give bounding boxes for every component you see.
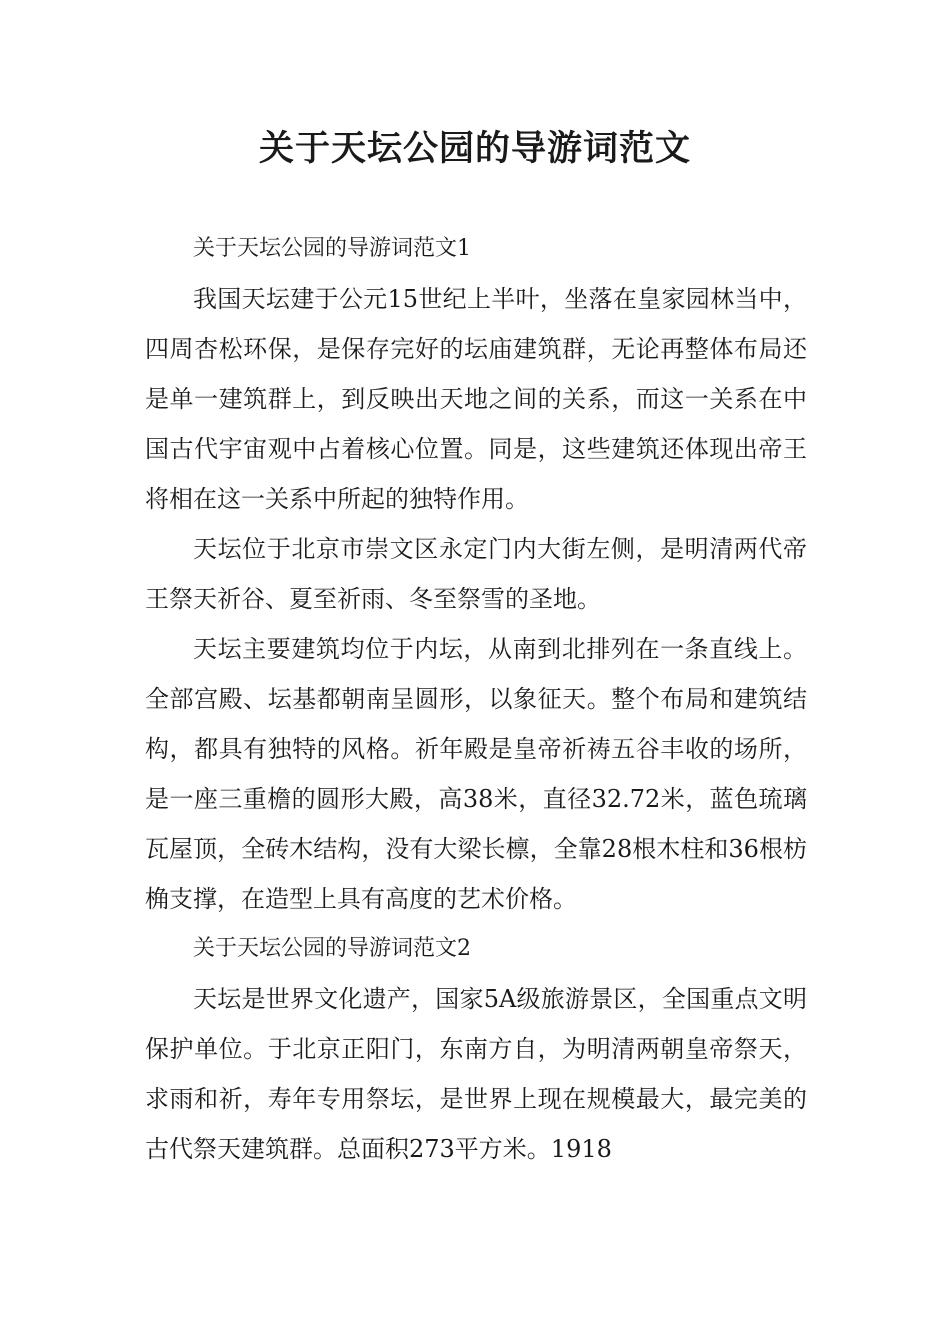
section-heading-2: 关于天坛公园的导游词范文2: [193, 936, 471, 961]
paragraph-3: 天坛主要建筑均位于内坛，从南到北排列在一条直线上。全部宫殿、坛基都朝南呈圆形，以象征天。整个布局和建筑结构，都具有独特的风格。祈年殿是皇帝祈祷五谷丰收的场所，是一座三重檐的圆形大殿，高38米，直径32.72米，蓝色琉璃瓦屋顶，全砖木结构，没有大梁长檩，全靠28根木柱和36根枋桷支撑，在造型上具有高度的艺术价格。: [145, 635, 807, 913]
section-heading-1: 关于天坛公园的导游词范文1: [193, 236, 471, 261]
paragraph-1: 我国天坛建于公元15世纪上半叶，坐落在皇家园林当中，四周杏松环保，是保存完好的坛庙建筑群，无论再整体布局还是单一建筑群上，到反映出天地之间的关系，而这一关系在中国古代宇宙观中占着核心位置。同是，这些建筑还体现出帝王将相在这一关系中所起的独特作用。: [145, 285, 807, 513]
document-body: [145, 224, 807, 1174]
paragraph-4: 天坛是世界文化遗产，国家5A级旅游景区，全国重点文明保护单位。于北京正阳门，东南方自，为明清两朝皇帝祭天，求雨和祈，寿年专用祭坛，是世界上现在规模最大，最完美的古代祭天建筑群。总面积273平方米。1918: [145, 985, 807, 1163]
document-title: 关于天坛公园的导游词范文: [258, 128, 691, 169]
paragraph-2: 天坛位于北京市崇文区永定门内大街左侧，是明清两代帝王祭天祈谷、夏至祈雨、冬至祭雪的圣地。: [145, 535, 807, 613]
